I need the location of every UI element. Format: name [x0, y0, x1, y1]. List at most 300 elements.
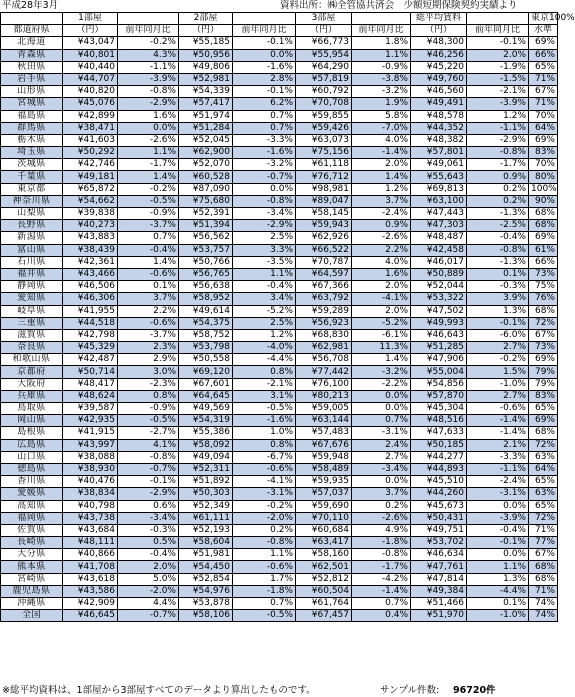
- table-cell: 0.8%: [118, 390, 179, 402]
- table-cell: -0.9%: [118, 403, 179, 415]
- table-cell: ¥50,431: [411, 512, 467, 524]
- prefecture-cell: 岐阜県: [1, 305, 63, 317]
- table-cell: 0.5%: [118, 537, 179, 549]
- table-cell: ¥61,118: [296, 159, 352, 171]
- prefecture-cell: 富山県: [1, 244, 63, 256]
- table-cell: 4.3%: [118, 49, 179, 61]
- table-cell: ¥49,751: [411, 524, 467, 536]
- table-cell: ¥43,618: [63, 573, 118, 585]
- table-cell: -1.6%: [233, 61, 296, 73]
- table-cell: ¥62,501: [296, 561, 352, 573]
- table-cell: ¥45,076: [63, 98, 118, 110]
- table-cell: ¥42,487: [63, 354, 118, 366]
- table-cell: ¥64,290: [296, 61, 352, 73]
- table-cell: ¥41,915: [63, 427, 118, 439]
- table-cell: 0.2%: [467, 183, 529, 195]
- table-row: [1, 134, 558, 146]
- table-cell: -6.1%: [352, 329, 411, 341]
- table-cell: ¥40,440: [63, 61, 118, 73]
- table-cell: 73%: [529, 268, 558, 280]
- table-cell: -0.1%: [233, 37, 296, 49]
- table-cell: 63%: [529, 451, 558, 463]
- table-cell: 1.8%: [352, 37, 411, 49]
- table-cell: ¥43,738: [63, 512, 118, 524]
- table-cell: 71%: [529, 73, 558, 85]
- prefecture-cell: 福井県: [1, 268, 63, 280]
- table-cell: 1.1%: [467, 561, 529, 573]
- table-cell: ¥56,562: [179, 232, 233, 244]
- table-cell: 0.9%: [352, 220, 411, 232]
- table-cell: ¥55,954: [296, 49, 352, 61]
- prefecture-cell: 東京都: [1, 183, 63, 195]
- table-row: [1, 537, 558, 549]
- table-row: [1, 171, 558, 183]
- table-cell: -1.4%: [467, 427, 529, 439]
- table-cell: -0.7%: [233, 171, 296, 183]
- table-cell: 1.3%: [467, 305, 529, 317]
- table-cell: 71%: [529, 585, 558, 597]
- table-cell: ¥58,160: [296, 549, 352, 561]
- table-cell: -1.3%: [467, 256, 529, 268]
- table-cell: -3.9%: [467, 98, 529, 110]
- table-cell: 65%: [529, 500, 558, 512]
- prefecture-cell: 兵庫県: [1, 390, 63, 402]
- table-row: [1, 378, 558, 390]
- table-row: [1, 232, 558, 244]
- prefecture-cell: 三重県: [1, 317, 63, 329]
- table-cell: 0.2%: [352, 500, 411, 512]
- table-cell: ¥52,391: [179, 208, 233, 220]
- table-cell: -3.2%: [233, 159, 296, 171]
- table-cell: ¥43,684: [63, 524, 118, 536]
- column-header: 前年同月比: [118, 25, 179, 37]
- table-cell: 79%: [529, 378, 558, 390]
- table-row: [1, 354, 558, 366]
- table-cell: 68%: [529, 220, 558, 232]
- table-cell: ¥54,976: [179, 585, 233, 597]
- table-cell: -2.5%: [467, 220, 529, 232]
- table-cell: -0.2%: [467, 354, 529, 366]
- table-cell: -3.9%: [467, 512, 529, 524]
- table-row: [1, 463, 558, 475]
- table-cell: 1.4%: [352, 354, 411, 366]
- table-cell: 69%: [529, 415, 558, 427]
- table-cell: ¥41,955: [63, 305, 118, 317]
- table-row: [1, 73, 558, 85]
- table-cell: 3.4%: [233, 293, 296, 305]
- table-cell: 0.0%: [467, 500, 529, 512]
- table-cell: 66%: [529, 256, 558, 268]
- table-row: [1, 390, 558, 402]
- prefecture-cell: 大阪府: [1, 378, 63, 390]
- table-cell: ¥41,603: [63, 134, 118, 146]
- table-cell: -2.1%: [233, 378, 296, 390]
- table-cell: 90%: [529, 195, 558, 207]
- table-cell: ¥42,935: [63, 415, 118, 427]
- table-cell: ¥68,830: [296, 329, 352, 341]
- prefecture-cell: 愛媛県: [1, 488, 63, 500]
- prefecture-cell: 熊本県: [1, 561, 63, 573]
- table-cell: ¥63,417: [296, 537, 352, 549]
- prefecture-cell: 山形県: [1, 86, 63, 98]
- table-cell: 3.7%: [352, 195, 411, 207]
- table-cell: -5.2%: [233, 305, 296, 317]
- table-cell: 74%: [529, 598, 558, 610]
- table-cell: 2.0%: [467, 49, 529, 61]
- table-cell: -2.3%: [118, 378, 179, 390]
- table-cell: ¥52,349: [179, 500, 233, 512]
- table-cell: 2.9%: [118, 354, 179, 366]
- table-cell: -0.5%: [118, 415, 179, 427]
- table-cell: ¥70,787: [296, 256, 352, 268]
- table-cell: -0.7%: [118, 463, 179, 475]
- table-cell: ¥51,981: [179, 549, 233, 561]
- table-cell: ¥58,092: [179, 439, 233, 451]
- table-row: [1, 549, 558, 561]
- table-cell: ¥63,792: [296, 293, 352, 305]
- table-cell: 0.7%: [233, 110, 296, 122]
- table-row: [1, 524, 558, 536]
- table-cell: -3.3%: [233, 134, 296, 146]
- table-cell: 1.4%: [118, 171, 179, 183]
- prefecture-cell: 福島県: [1, 110, 63, 122]
- table-row: [1, 512, 558, 524]
- table-cell: ¥75,156: [296, 147, 352, 159]
- table-row: [1, 317, 558, 329]
- report-footer: [0, 685, 558, 697]
- table-cell: -3.7%: [118, 220, 179, 232]
- group-header-cell: 2部屋: [179, 13, 233, 25]
- table-cell: -1.7%: [352, 561, 411, 573]
- table-row: [1, 476, 558, 488]
- table-cell: 0.2%: [233, 524, 296, 536]
- table-cell: 0.0%: [233, 49, 296, 61]
- table-cell: -0.5%: [233, 610, 296, 622]
- prefecture-cell: 山口県: [1, 451, 63, 463]
- table-cell: 83%: [529, 147, 558, 159]
- table-cell: ¥59,935: [296, 476, 352, 488]
- table-cell: ¥49,569: [179, 403, 233, 415]
- table-cell: 1.1%: [118, 147, 179, 159]
- table-cell: -0.6%: [118, 317, 179, 329]
- table-cell: -5.2%: [352, 317, 411, 329]
- table-cell: -1.4%: [352, 585, 411, 597]
- table-cell: ¥51,394: [179, 220, 233, 232]
- table-cell: 0.0%: [352, 403, 411, 415]
- table-cell: 64%: [529, 463, 558, 475]
- table-row: [1, 98, 558, 110]
- table-cell: ¥59,690: [296, 500, 352, 512]
- table-cell: 3.3%: [233, 244, 296, 256]
- table-cell: 0.1%: [467, 598, 529, 610]
- table-cell: ¥59,855: [296, 110, 352, 122]
- table-cell: -4.2%: [352, 573, 411, 585]
- table-cell: ¥49,181: [63, 171, 118, 183]
- table-cell: 0.8%: [233, 366, 296, 378]
- table-cell: ¥46,256: [411, 49, 467, 61]
- table-cell: ¥51,285: [411, 342, 467, 354]
- table-cell: -3.4%: [118, 512, 179, 524]
- table-cell: 71%: [529, 98, 558, 110]
- table-cell: ¥50,292: [63, 147, 118, 159]
- table-cell: ¥58,604: [179, 537, 233, 549]
- table-cell: ¥52,193: [179, 524, 233, 536]
- prefecture-cell: 神奈川県: [1, 195, 63, 207]
- table-cell: ¥66,522: [296, 244, 352, 256]
- table-cell: 2.0%: [118, 561, 179, 573]
- table-cell: 4.1%: [118, 439, 179, 451]
- table-cell: -0.4%: [118, 244, 179, 256]
- table-cell: 79%: [529, 366, 558, 378]
- table-cell: -0.1%: [467, 317, 529, 329]
- table-cell: ¥43,883: [63, 232, 118, 244]
- table-cell: ¥55,386: [179, 427, 233, 439]
- table-row: [1, 37, 558, 49]
- table-cell: ¥40,866: [63, 549, 118, 561]
- table-cell: -0.8%: [467, 147, 529, 159]
- table-cell: ¥44,893: [411, 463, 467, 475]
- column-header: 前年同月比: [233, 25, 296, 37]
- table-cell: ¥56,923: [296, 317, 352, 329]
- table-cell: ¥42,798: [63, 329, 118, 341]
- table-cell: -0.3%: [118, 524, 179, 536]
- prefecture-cell: 奈良県: [1, 342, 63, 354]
- table-cell: 0.1%: [118, 281, 179, 293]
- table-cell: -1.0%: [467, 378, 529, 390]
- table-cell: ¥57,819: [296, 73, 352, 85]
- table-cell: ¥59,005: [296, 403, 352, 415]
- table-cell: 2.4%: [352, 439, 411, 451]
- prefecture-cell: 島根県: [1, 427, 63, 439]
- table-cell: -1.9%: [467, 61, 529, 73]
- table-cell: ¥42,361: [63, 256, 118, 268]
- table-row: [1, 598, 558, 610]
- table-cell: -1.1%: [467, 463, 529, 475]
- table-cell: 68%: [529, 208, 558, 220]
- table-cell: ¥63,073: [296, 134, 352, 146]
- table-cell: ¥40,798: [63, 500, 118, 512]
- table-cell: ¥64,645: [179, 390, 233, 402]
- table-cell: ¥62,981: [296, 342, 352, 354]
- table-cell: -3.1%: [352, 427, 411, 439]
- table-cell: 0.0%: [118, 122, 179, 134]
- table-cell: ¥69,120: [179, 366, 233, 378]
- table-cell: ¥38,834: [63, 488, 118, 500]
- column-header: 都道府県: [1, 25, 63, 37]
- table-cell: ¥58,952: [179, 293, 233, 305]
- table-cell: 69%: [529, 354, 558, 366]
- table-cell: ¥49,806: [179, 61, 233, 73]
- table-cell: 2.0%: [352, 305, 411, 317]
- table-cell: ¥59,426: [296, 122, 352, 134]
- table-cell: -1.5%: [467, 73, 529, 85]
- table-row: [1, 49, 558, 61]
- table-row: [1, 147, 558, 159]
- table-cell: -1.0%: [467, 610, 529, 622]
- table-cell: ¥48,417: [63, 378, 118, 390]
- table-cell: -0.6%: [233, 561, 296, 573]
- table-cell: -2.4%: [352, 208, 411, 220]
- table-cell: -0.1%: [118, 476, 179, 488]
- group-header-cell: [1, 13, 63, 25]
- column-header: （円）: [296, 25, 352, 37]
- table-row: [1, 305, 558, 317]
- prefecture-cell: 佐賀県: [1, 524, 63, 536]
- table-cell: ¥52,044: [411, 281, 467, 293]
- rent-table: [0, 12, 575, 622]
- table-cell: ¥56,638: [179, 281, 233, 293]
- table-cell: ¥75,680: [179, 195, 233, 207]
- table-cell: -0.8%: [118, 86, 179, 98]
- table-cell: ¥52,812: [296, 573, 352, 585]
- table-cell: ¥46,560: [411, 86, 467, 98]
- prefecture-cell: 長野県: [1, 220, 63, 232]
- table-cell: -0.1%: [467, 37, 529, 49]
- table-cell: ¥54,450: [179, 561, 233, 573]
- prefecture-cell: 岩手県: [1, 73, 63, 85]
- table-cell: 65%: [529, 61, 558, 73]
- table-cell: 4.9%: [352, 524, 411, 536]
- table-cell: -0.6%: [233, 463, 296, 475]
- table-cell: ¥52,045: [179, 134, 233, 146]
- table-row: [1, 244, 558, 256]
- table-cell: ¥67,601: [179, 378, 233, 390]
- table-cell: 11.3%: [352, 342, 411, 354]
- table-cell: ¥54,375: [179, 317, 233, 329]
- table-cell: -0.5%: [233, 403, 296, 415]
- table-cell: ¥60,504: [296, 585, 352, 597]
- table-cell: ¥57,417: [179, 98, 233, 110]
- column-header: 水準: [529, 25, 558, 37]
- table-row: [1, 122, 558, 134]
- table-cell: 1.3%: [467, 573, 529, 585]
- group-header-cell: 総平均賃料: [411, 13, 467, 25]
- group-header-cell: [467, 13, 529, 25]
- prefecture-cell: 滋賀県: [1, 329, 63, 341]
- table-cell: ¥76,100: [296, 378, 352, 390]
- table-row: [1, 415, 558, 427]
- table-cell: -4.1%: [233, 476, 296, 488]
- table-cell: ¥47,443: [411, 208, 467, 220]
- table-cell: 0.4%: [352, 610, 411, 622]
- table-cell: 1.6%: [118, 110, 179, 122]
- table-row: [1, 451, 558, 463]
- table-cell: ¥39,587: [63, 403, 118, 415]
- table-cell: 2.3%: [118, 342, 179, 354]
- prefecture-cell: 山梨県: [1, 208, 63, 220]
- table-cell: ¥43,586: [63, 585, 118, 597]
- table-cell: -2.6%: [352, 232, 411, 244]
- table-cell: ¥62,926: [296, 232, 352, 244]
- table-cell: 73%: [529, 342, 558, 354]
- table-cell: 2.7%: [352, 451, 411, 463]
- prefecture-cell: 岡山県: [1, 415, 63, 427]
- footnote: ※総平均資料は、1部屋から3部屋すべてのデータより算出したものです。: [2, 685, 316, 696]
- table-row: [1, 427, 558, 439]
- table-cell: -2.4%: [467, 476, 529, 488]
- table-cell: ¥50,303: [179, 488, 233, 500]
- table-cell: ¥44,260: [411, 488, 467, 500]
- table-cell: ¥87,090: [179, 183, 233, 195]
- table-cell: ¥46,643: [411, 329, 467, 341]
- table-cell: ¥42,458: [411, 244, 467, 256]
- table-cell: 2.2%: [118, 305, 179, 317]
- table-cell: ¥63,144: [296, 415, 352, 427]
- prefecture-cell: 秋田県: [1, 61, 63, 73]
- table-cell: -0.8%: [233, 537, 296, 549]
- table-cell: ¥54,856: [411, 378, 467, 390]
- table-cell: -0.4%: [467, 524, 529, 536]
- table-cell: 3.7%: [118, 293, 179, 305]
- prefecture-cell: 和歌山県: [1, 354, 63, 366]
- table-cell: -1.6%: [233, 415, 296, 427]
- prefecture-cell: 千葉県: [1, 171, 63, 183]
- table-cell: ¥54,662: [63, 195, 118, 207]
- table-cell: ¥76,712: [296, 171, 352, 183]
- table-cell: 0.7%: [352, 415, 411, 427]
- table-cell: ¥48,382: [411, 134, 467, 146]
- table-cell: -0.3%: [467, 281, 529, 293]
- table-cell: -4.4%: [233, 354, 296, 366]
- table-cell: ¥51,892: [179, 476, 233, 488]
- prefecture-cell: 北海道: [1, 37, 63, 49]
- table-cell: 0.0%: [467, 549, 529, 561]
- table-cell: 74%: [529, 610, 558, 622]
- table-cell: -0.2%: [233, 500, 296, 512]
- table-cell: ¥58,106: [179, 610, 233, 622]
- table-cell: 72%: [529, 439, 558, 451]
- table-cell: 63%: [529, 488, 558, 500]
- table-cell: 0.8%: [233, 439, 296, 451]
- table-row: [1, 159, 558, 171]
- table-cell: ¥44,707: [63, 73, 118, 85]
- table-cell: ¥42,899: [63, 110, 118, 122]
- prefecture-cell: 広島県: [1, 439, 63, 451]
- table-cell: ¥54,319: [179, 415, 233, 427]
- prefecture-cell: 埼玉県: [1, 147, 63, 159]
- table-cell: ¥98,981: [296, 183, 352, 195]
- table-cell: 72%: [529, 317, 558, 329]
- table-cell: 70%: [529, 110, 558, 122]
- table-cell: ¥51,466: [411, 598, 467, 610]
- table-cell: ¥64,597: [296, 268, 352, 280]
- table-cell: -1.6%: [233, 147, 296, 159]
- table-cell: ¥40,801: [63, 49, 118, 61]
- table-cell: 68%: [529, 561, 558, 573]
- table-row: [1, 403, 558, 415]
- table-cell: ¥58,145: [296, 208, 352, 220]
- table-cell: 75%: [529, 281, 558, 293]
- prefecture-cell: 鳥取県: [1, 403, 63, 415]
- table-cell: ¥70,110: [296, 512, 352, 524]
- table-cell: ¥47,814: [411, 573, 467, 585]
- table-cell: 3.0%: [118, 366, 179, 378]
- table-cell: ¥57,801: [411, 147, 467, 159]
- table-cell: ¥67,366: [296, 281, 352, 293]
- table-cell: ¥50,558: [179, 354, 233, 366]
- table-cell: -1.3%: [467, 208, 529, 220]
- table-cell: -1.1%: [118, 61, 179, 73]
- table-cell: 0.7%: [233, 122, 296, 134]
- table-cell: ¥46,506: [63, 281, 118, 293]
- table-row: [1, 293, 558, 305]
- table-cell: -2.9%: [233, 220, 296, 232]
- table-cell: 5.0%: [118, 573, 179, 585]
- prefecture-cell: 鹿児島県: [1, 585, 63, 597]
- table-cell: 61%: [529, 244, 558, 256]
- table-cell: -3.4%: [233, 208, 296, 220]
- table-cell: ¥44,277: [411, 451, 467, 463]
